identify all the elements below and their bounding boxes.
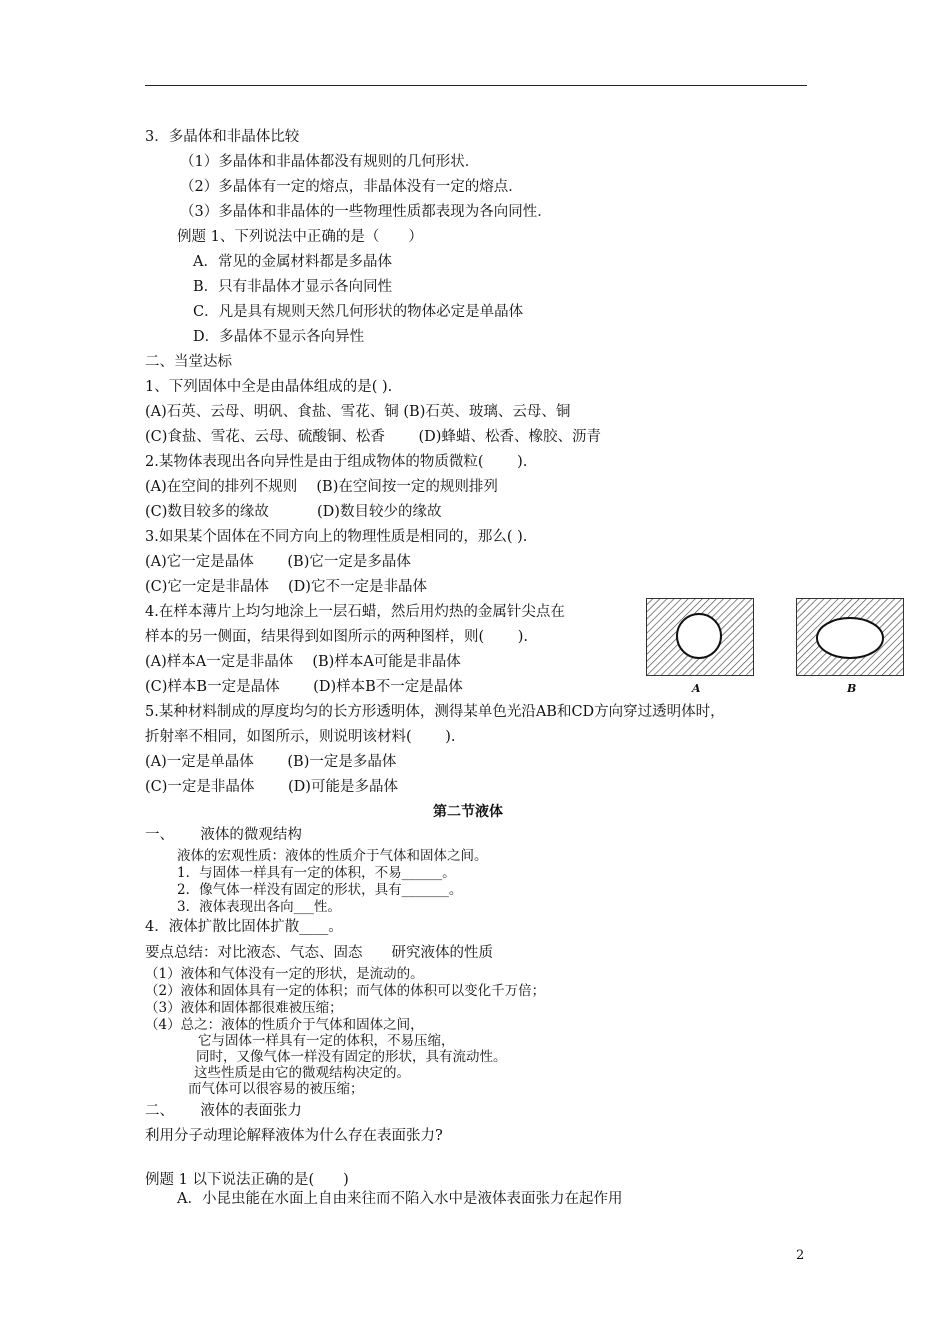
practice-line: (A)一定是单晶体 (B)一定是多晶体 — [145, 754, 397, 770]
surface-tension-question: 利用分子动理论解释液体为什么存在表面张力? — [145, 1128, 443, 1144]
s3-item-1: （1）多晶体和非晶体都没有规则的几何形状． — [180, 154, 480, 170]
sample-a-melt-circle — [677, 614, 721, 658]
practice-line: 4.在样本薄片上均匀地涂上一层石蜡，然后用灼热的金属针尖点在 — [145, 604, 565, 620]
s3-item-2: （2）多晶体有一定的熔点，非晶体没有一定的熔点． — [180, 179, 523, 195]
s3-option-a: A．常见的金属材料都是多晶体 — [193, 254, 392, 270]
practice-line: 5.某种材料制成的厚度均匀的长方形透明体，测得某单色光沿AB和CD方向穿过透明体时， — [145, 704, 725, 720]
liquid-sec1-heading: 一、 液体的微观结构 — [145, 827, 302, 843]
practice-line: (C)数目较多的缘故 (D)数目较少的缘故 — [145, 504, 442, 520]
summary-item: （4）总之：液体的性质介于气体和固体之间， — [145, 1017, 424, 1033]
practice-line: (A)它一定是晶体 (B)它一定是多晶体 — [145, 554, 411, 570]
practice-line: (C)它一定是非晶体 (D)它不一定是非晶体 — [145, 579, 427, 595]
liquid-diffusion: 4．液体扩散比固体扩散____。 — [145, 919, 343, 935]
practice-line: (C)食盐、雪花、云母、硫酸铜、松香 (D)蜂蜡、松香、橡胶、沥青 — [145, 429, 601, 445]
summary-sub-item: 而气体可以很容易的被压缩； — [188, 1081, 364, 1097]
section-title: 第二节液体 — [433, 804, 503, 820]
figure-label-b: B — [847, 682, 857, 695]
practice-line: 2.某物体表现出各向异性是由于组成物体的物质微粒( ). — [145, 454, 528, 470]
practice-line: 1、下列固体中全是由晶体组成的是( ). — [145, 379, 393, 395]
section-3-heading: 3．多晶体和非晶体比较 — [145, 129, 300, 145]
liquid-macro: 液体的宏观性质：液体的性质介于气体和固体之间。 — [177, 848, 488, 864]
figure-sample-b — [796, 598, 904, 676]
liquid-macro-item: 1．与固体一样具有一定的体积，不易______。 — [177, 865, 456, 881]
summary-sub-item: 它与固体一样具有一定的体积，不易压缩， — [198, 1033, 455, 1049]
practice-line: 样本的另一侧面，结果得到如图所示的两种图样，则( ). — [145, 629, 529, 645]
practice-line: 折射率不相同，如图所示，则说明该材料( ). — [145, 729, 456, 745]
s3-option-b: B．只有非晶体才显示各向同性 — [193, 279, 393, 295]
practice-line: (C)一定是非晶体 (D)可能是多晶体 — [145, 779, 398, 795]
liquid-example-option-a: A．小昆虫能在水面上自由来往而不陷入水中是液体表面张力在起作用 — [177, 1191, 623, 1207]
page-number: 2 — [796, 1248, 805, 1263]
summary-heading: 要点总结：对比液态、气态、固态 研究液体的性质 — [145, 945, 493, 961]
liquid-sec2-heading: 二、 液体的表面张力 — [145, 1103, 302, 1119]
practice-line: (C)样本B一定是晶体 (D)样本B不一定是晶体 — [145, 679, 463, 695]
figure-sample-a — [646, 598, 754, 676]
sample-b-melt-ellipse — [817, 618, 883, 658]
summary-sub-item: 同时，又像气体一样没有固定的形状，具有流动性。 — [196, 1049, 507, 1065]
summary-item: （1）液体和气体没有一定的形状，是流动的。 — [145, 966, 424, 982]
liquid-example: 例题 1 以下说法正确的是( ) — [145, 1172, 349, 1188]
summary-sub-item: 这些性质是由它的微观结构决定的。 — [194, 1065, 410, 1081]
practice-line: (A)在空间的排列不规则 (B)在空间按一定的规则排列 — [145, 479, 498, 495]
figure-label-a: A — [692, 682, 701, 695]
s3-option-c: C．凡是具有规则天然几何形状的物体必定是单晶体 — [193, 304, 524, 320]
practice-line: 3.如果某个固体在不同方向上的物理性质是相同的，那么( ). — [145, 529, 528, 545]
summary-item: （2）液体和固体具有一定的体积；而气体的体积可以变化千万倍； — [145, 983, 546, 999]
s3-item-3: （3）多晶体和非晶体的一些物理性质都表现为各向同性． — [180, 204, 552, 220]
summary-item: （3）液体和固体都很难被压缩； — [145, 1000, 343, 1016]
s3-example: 例题 1、下列说法中正确的是（ ） — [177, 229, 423, 245]
header-rule — [145, 85, 807, 86]
practice-line: (A)样本A一定是非晶体 (B)样本A可能是非晶体 — [145, 654, 461, 670]
practice-heading: 二、当堂达标 — [145, 354, 232, 370]
practice-line: (A)石英、云母、明矾、食盐、雪花、铜 (B)石英、玻璃、云母、铜 — [145, 404, 571, 420]
s3-option-d: D．多晶体不显示各向异性 — [193, 329, 365, 345]
liquid-macro-item: 3．液体表现出各向___性。 — [177, 899, 341, 915]
liquid-macro-item: 2．像气体一样没有固定的形状，具有_______。 — [177, 882, 463, 898]
